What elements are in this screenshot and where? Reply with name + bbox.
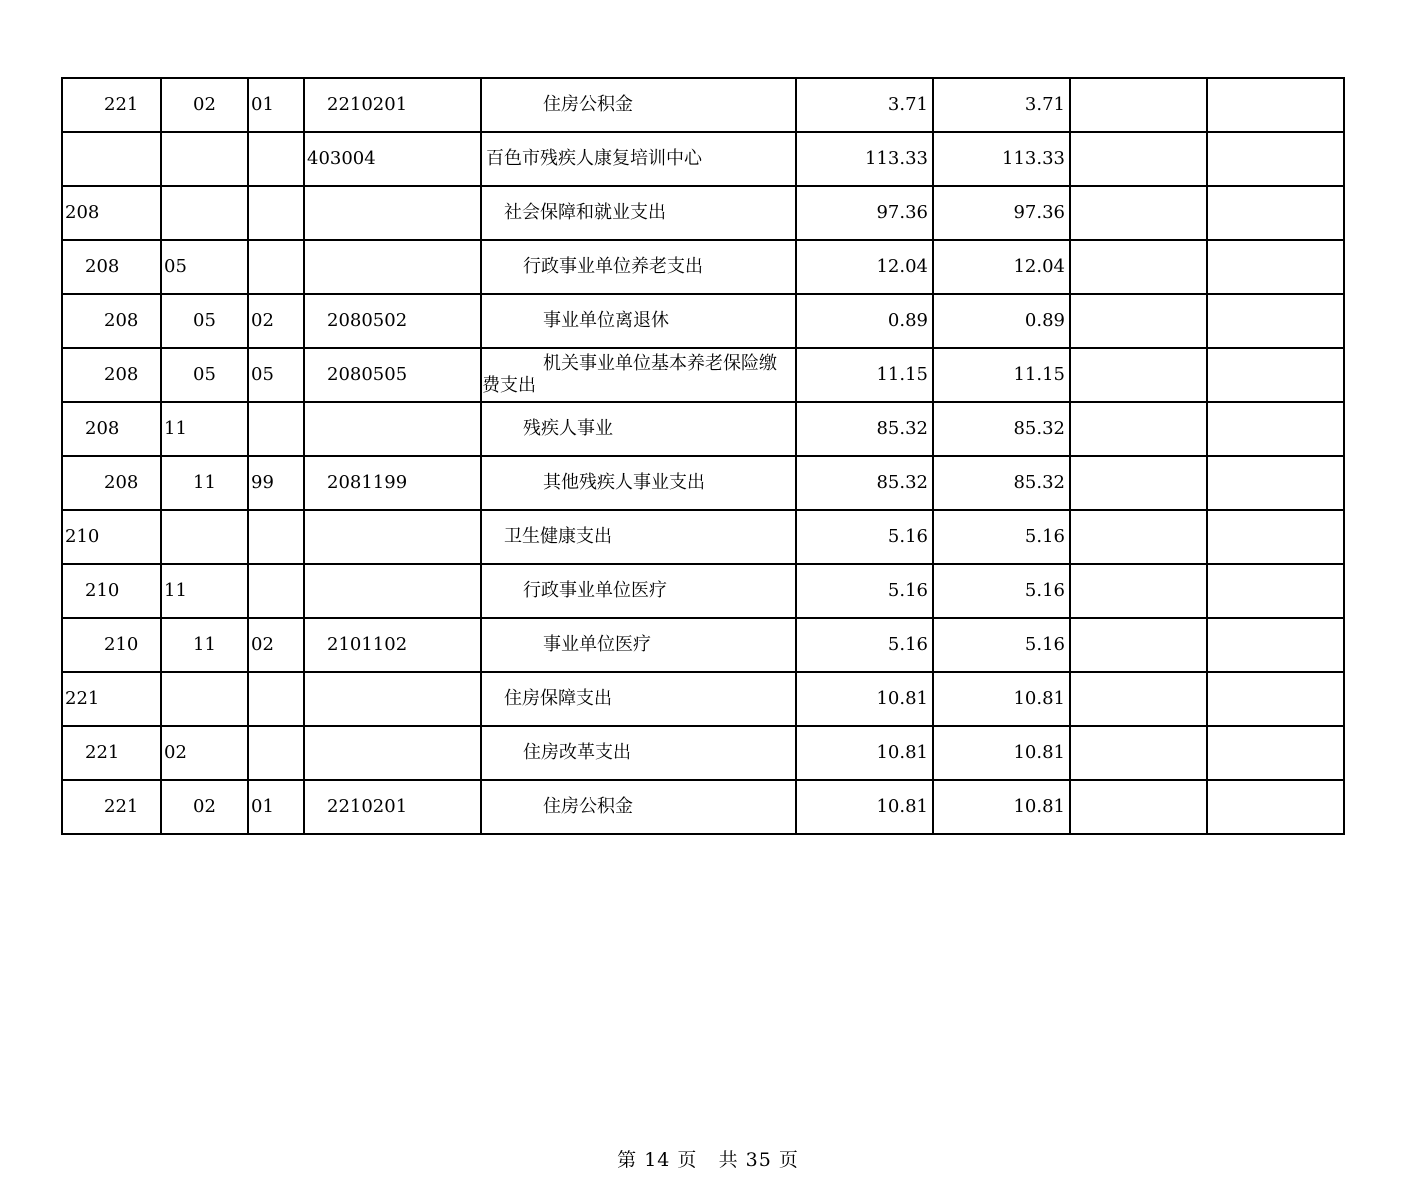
cell-section-code [161,672,248,726]
cell-section-code [161,186,248,240]
cell-empty [1070,402,1207,456]
budget-table [61,77,1345,835]
cell-subject-name: 卫生健康支出 [481,510,796,564]
cell-subject-name-line2: 费支出 [482,375,536,396]
cell-subject-name: 住房保障支出 [481,672,796,726]
cell-item-code [248,726,304,780]
footer-total-prefix: 共 [718,1149,739,1171]
cell-basic-amount: 85.32 [933,456,1070,510]
cell-subject-code: 2081199 [304,456,481,510]
cell-total-amount: 3.71 [796,78,933,132]
cell-section-code: 11 [161,564,248,618]
cell-total-amount: 97.36 [796,186,933,240]
cell-basic-amount: 0.89 [933,294,1070,348]
cell-total-amount: 85.32 [796,402,933,456]
cell-total-amount: 10.81 [796,780,933,834]
cell-class-code: 208 [62,348,161,402]
cell-class-code: 208 [62,456,161,510]
table-row [62,348,1344,402]
cell-basic-amount: 10.81 [933,672,1070,726]
cell-class-code: 221 [62,78,161,132]
cell-class-code: 210 [62,618,161,672]
cell-empty [1207,240,1344,294]
cell-empty [1070,510,1207,564]
cell-empty [1070,294,1207,348]
cell-subject-name: 残疾人事业 [481,402,796,456]
cell-basic-amount: 11.15 [933,348,1070,402]
cell-section-code: 11 [161,618,248,672]
table-row [62,618,1344,672]
cell-item-code: 05 [248,348,304,402]
cell-empty [1207,186,1344,240]
cell-section-code: 02 [161,780,248,834]
cell-basic-amount: 5.16 [933,564,1070,618]
cell-item-code [248,402,304,456]
cell-total-amount: 85.32 [796,456,933,510]
cell-subject-name: 住房公积金 [481,780,796,834]
cell-empty [1207,402,1344,456]
cell-subject-name-line1: 机关事业单位基本养老保险缴 [543,353,777,374]
footer-page-number: 14 [644,1149,671,1171]
cell-item-code: 02 [248,618,304,672]
cell-class-code: 221 [62,780,161,834]
cell-item-code [248,132,304,186]
cell-section-code: 11 [161,456,248,510]
cell-empty [1070,186,1207,240]
cell-subject-name: 事业单位医疗 [481,618,796,672]
cell-item-code [248,240,304,294]
table-row [62,456,1344,510]
cell-section-code: 05 [161,294,248,348]
cell-empty [1207,78,1344,132]
cell-class-code: 208 [62,402,161,456]
cell-subject-name: 住房公积金 [481,78,796,132]
cell-subject-name: 行政事业单位养老支出 [481,240,796,294]
cell-total-amount: 5.16 [796,618,933,672]
cell-empty [1070,672,1207,726]
cell-total-amount: 11.15 [796,348,933,402]
cell-subject-code [304,402,481,456]
cell-total-amount: 12.04 [796,240,933,294]
cell-basic-amount: 97.36 [933,186,1070,240]
cell-subject-name: 行政事业单位医疗 [481,564,796,618]
cell-empty [1207,780,1344,834]
table-row [62,672,1344,726]
cell-subject-code: 2210201 [304,780,481,834]
cell-empty [1207,564,1344,618]
cell-total-amount: 113.33 [796,132,933,186]
cell-subject-name: 社会保障和就业支出 [481,186,796,240]
cell-subject-name: 其他残疾人事业支出 [481,456,796,510]
cell-empty [1207,348,1344,402]
table-row [62,402,1344,456]
table-row [62,294,1344,348]
cell-section-code: 11 [161,402,248,456]
cell-class-code: 210 [62,510,161,564]
cell-empty [1207,672,1344,726]
cell-total-amount: 10.81 [796,672,933,726]
cell-subject-code: 2080502 [304,294,481,348]
cell-empty [1207,456,1344,510]
cell-class-code [62,132,161,186]
cell-item-code: 01 [248,78,304,132]
cell-basic-amount: 10.81 [933,780,1070,834]
cell-empty [1070,726,1207,780]
cell-basic-amount: 12.04 [933,240,1070,294]
cell-empty [1207,510,1344,564]
cell-empty [1070,132,1207,186]
cell-item-code [248,564,304,618]
cell-section-code: 05 [161,240,248,294]
cell-section-code [161,132,248,186]
cell-item-code: 99 [248,456,304,510]
table-row [62,240,1344,294]
cell-empty [1070,618,1207,672]
cell-item-code: 02 [248,294,304,348]
cell-item-code [248,186,304,240]
cell-subject-name [481,348,796,402]
cell-class-code: 208 [62,294,161,348]
cell-subject-name: 住房改革支出 [481,726,796,780]
cell-basic-amount: 10.81 [933,726,1070,780]
table-row [62,726,1344,780]
cell-subject-code [304,564,481,618]
cell-empty [1207,132,1344,186]
cell-subject-code [304,240,481,294]
cell-class-code: 208 [62,240,161,294]
cell-basic-amount: 5.16 [933,618,1070,672]
cell-empty [1070,456,1207,510]
cell-class-code: 221 [62,726,161,780]
cell-section-code [161,510,248,564]
cell-basic-amount: 5.16 [933,510,1070,564]
footer-total-number: 35 [745,1149,772,1171]
cell-basic-amount: 3.71 [933,78,1070,132]
cell-subject-code: 2080505 [304,348,481,402]
cell-total-amount: 0.89 [796,294,933,348]
cell-class-code: 208 [62,186,161,240]
cell-empty [1070,240,1207,294]
cell-basic-amount: 85.32 [933,402,1070,456]
cell-empty [1070,780,1207,834]
table-row [62,186,1344,240]
footer-page-unit: 页 [677,1149,698,1171]
cell-subject-code [304,726,481,780]
cell-subject-code [304,672,481,726]
cell-empty [1207,618,1344,672]
cell-empty [1070,78,1207,132]
cell-subject-code [304,186,481,240]
cell-total-amount: 5.16 [796,510,933,564]
cell-subject-name: 事业单位离退休 [481,294,796,348]
cell-class-code: 221 [62,672,161,726]
table-row [62,132,1344,186]
cell-subject-code: 403004 [304,132,481,186]
budget-table-body [62,78,1344,834]
footer-total-unit: 页 [778,1149,799,1171]
cell-item-code: 01 [248,780,304,834]
cell-total-amount: 10.81 [796,726,933,780]
cell-class-code: 210 [62,564,161,618]
table-row [62,510,1344,564]
cell-basic-amount: 113.33 [933,132,1070,186]
page-footer [0,1145,1416,1172]
footer-page-prefix: 第 [617,1149,638,1171]
cell-item-code [248,510,304,564]
cell-total-amount: 5.16 [796,564,933,618]
cell-subject-code: 2210201 [304,78,481,132]
cell-item-code [248,672,304,726]
table-row [62,564,1344,618]
cell-section-code: 02 [161,78,248,132]
cell-empty [1207,294,1344,348]
cell-section-code: 05 [161,348,248,402]
table-row [62,78,1344,132]
cell-section-code: 02 [161,726,248,780]
table-row [62,780,1344,834]
cell-empty [1070,348,1207,402]
cell-subject-name: 百色市残疾人康复培训中心 [481,132,796,186]
cell-subject-code [304,510,481,564]
cell-empty [1207,726,1344,780]
cell-empty [1070,564,1207,618]
cell-subject-code: 2101102 [304,618,481,672]
